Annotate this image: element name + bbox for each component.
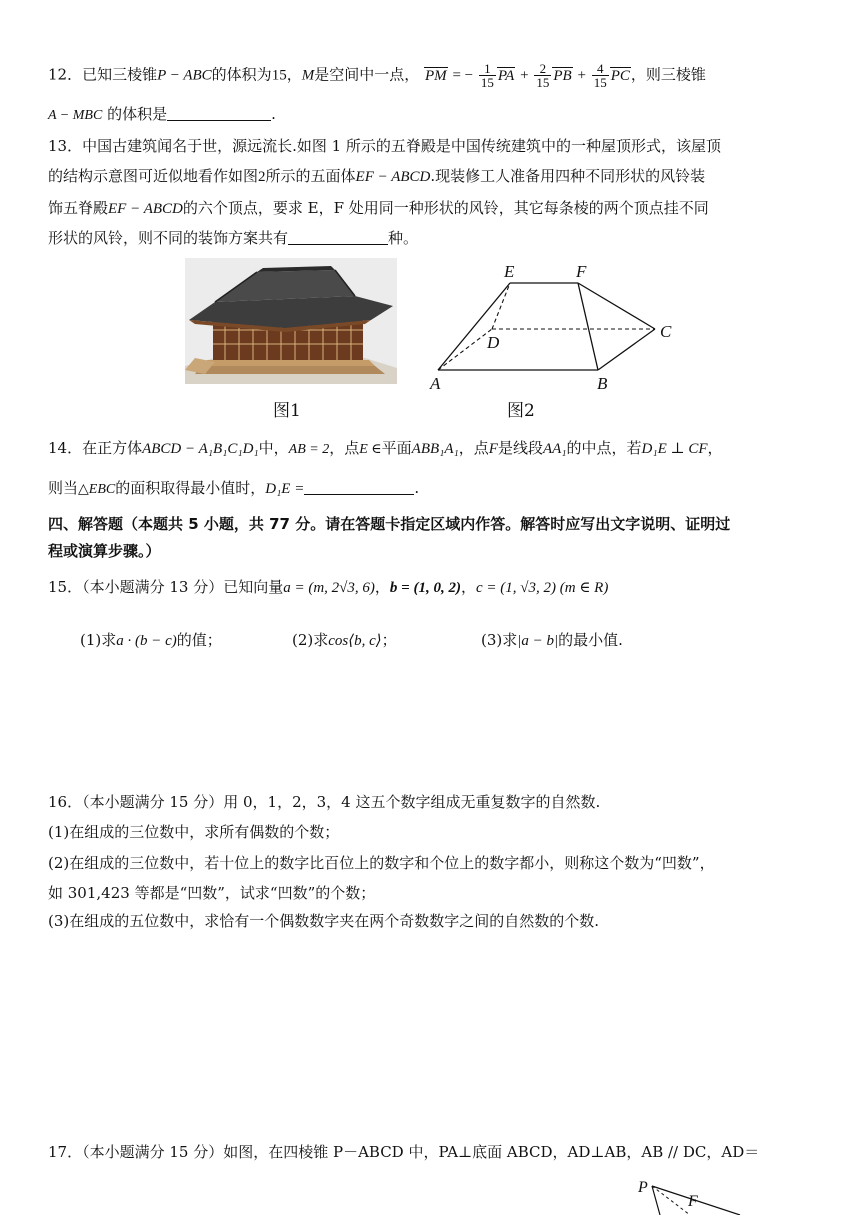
section-4-heading: 四、解答题（本题共 5 小题，共 77 分。请在答题卡指定区域内作答。解答时应写出文字说明、证明过 bbox=[48, 515, 731, 533]
q17-diagram bbox=[630, 1176, 750, 1215]
q12-line2: A − MBC 的体积是 . bbox=[48, 105, 276, 123]
label-b: B bbox=[597, 374, 608, 393]
label-f: F bbox=[576, 262, 587, 281]
q16-part2: (2)在组成的三位数中，若十位上的数字比百位上的数字和个位上的数字都小，则称这个数为“凹数”， bbox=[48, 854, 715, 872]
q17-head: 17．（本小题满分 15 分）如图，在四棱锥 P－ABCD 中，PA⊥底面 ABCD，AD⊥AB，AB // DC，AD＝ bbox=[48, 1143, 760, 1161]
label-a: A bbox=[430, 374, 441, 393]
q14-line1: 14．在正方体ABCD − A₁B₁C₁D₁中，AB = 2，点E ∈平面ABB₁A₁，点F是线段AA₁的中点，若D₁E ⊥ CF， bbox=[48, 439, 723, 457]
q14-line2: 则当△EBC的面积取得最小值时，D₁E = . bbox=[48, 479, 420, 497]
pyramid-symbol: P − ABC bbox=[157, 67, 212, 84]
q15-part1: (1)求a · (b − c)的值； bbox=[80, 631, 222, 649]
fraction-3: $\frac{4}{15}$ bbox=[593, 61, 607, 90]
label-p: P bbox=[638, 1179, 648, 1196]
q16-part1: (1)在组成的三位数中，求所有偶数的个数； bbox=[48, 823, 340, 841]
label-f-17: F bbox=[688, 1193, 698, 1210]
q15-head: 15．（本小题满分 13 分）已知向量a = (m, 2√3, 6)，b = (1, 0, 2)，c = (1, √3, 2) (m ∈ R) bbox=[48, 578, 609, 596]
figure-1-caption: 图1 bbox=[273, 401, 301, 421]
fraction-1: $\frac{1}{15}$ bbox=[480, 61, 494, 90]
q13-line2: 的结构示意图可近似地看作如图2所示的五面体EF − ABCD.现装修工人准备用四种不同形状的风铃装 bbox=[48, 167, 706, 185]
solid-diagram bbox=[420, 255, 690, 400]
answer-blank-13[interactable] bbox=[288, 230, 388, 245]
q13-line4: 形状的风铃，则不同的装饰方案共有 种。 bbox=[48, 229, 419, 247]
figure-2-caption: 图2 bbox=[507, 401, 535, 421]
q15-part2: (2)求cos⟨b, c⟩； bbox=[292, 631, 397, 649]
q16-part2-cont: 如 301,423 等都是“凹数”，试求“凹数”的个数； bbox=[48, 884, 376, 902]
vector-pm: PM bbox=[425, 67, 447, 84]
answer-blank-14[interactable] bbox=[304, 480, 414, 495]
label-d: D bbox=[487, 333, 500, 352]
section-4-heading-cont: 程或演算步骤。） bbox=[48, 542, 161, 560]
q13-line1: 13．中国古建筑闻名于世，源远流长.如图 1 所示的五脊殿是中国传统建筑中的一种屋顶形式，该屋顶 bbox=[48, 137, 721, 155]
q16-part3: (3)在组成的五位数中，求恰有一个偶数数字夹在两个奇数数字之间的自然数的个数. bbox=[48, 912, 600, 930]
label-e: E bbox=[504, 262, 515, 281]
q12-line1: 12．已知三棱锥P − ABC的体积为15，M是空间中一点， PM = − $\frac{1}{15}$ PA + $\frac{2}{15}$ PB + $\frac{4}{15}$ PC，则三棱锥 bbox=[48, 61, 706, 90]
palace-photo bbox=[185, 258, 397, 384]
label-c: C bbox=[660, 322, 672, 341]
answer-blank-12[interactable] bbox=[167, 106, 271, 121]
fraction-2: $\frac{2}{15}$ bbox=[536, 61, 550, 90]
q15-part3: (3)求|a − b|的最小值. bbox=[481, 631, 623, 649]
q16-head: 16．（本小题满分 15 分）用 0，1，2，3，4 这五个数字组成无重复数字的自然数. bbox=[48, 793, 601, 811]
q13-line3: 饰五脊殿EF − ABCD的六个顶点，要求 E，F 处用同一种形状的风铃，其它每条棱的两个顶点挂不同 bbox=[48, 199, 709, 217]
